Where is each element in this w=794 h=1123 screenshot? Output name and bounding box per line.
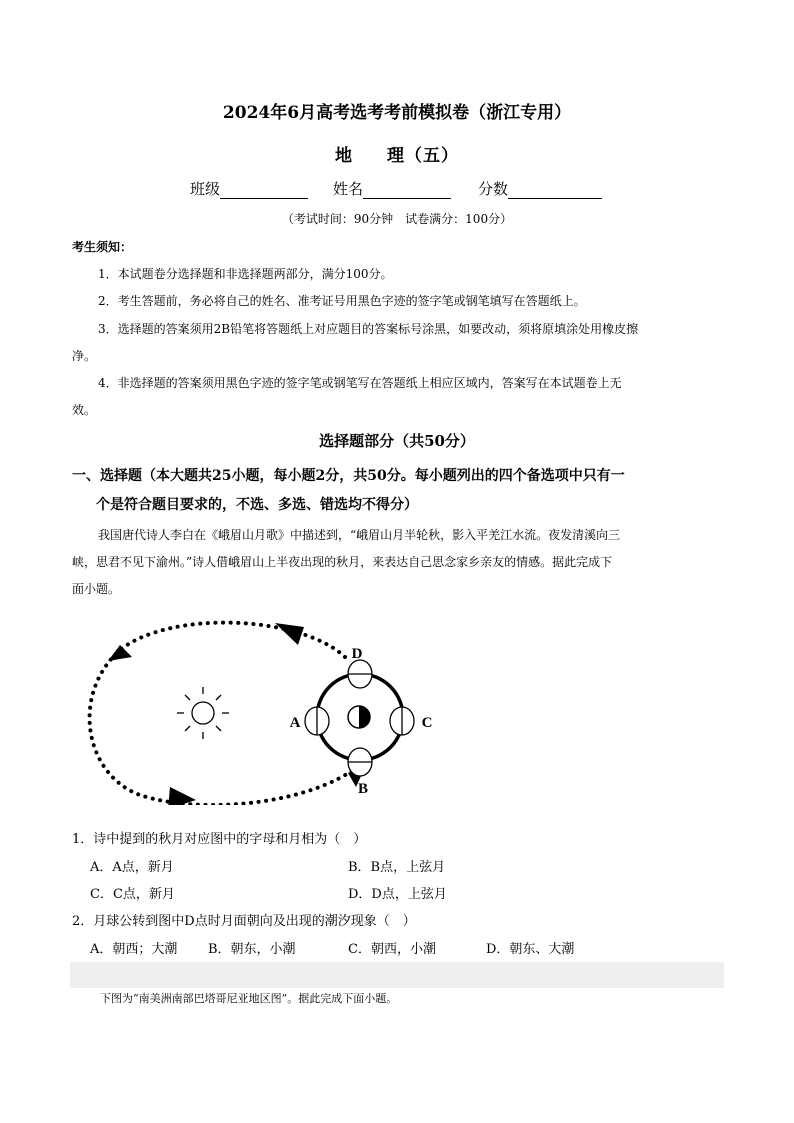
sun-icon	[177, 687, 229, 739]
q2-option-d[interactable]: D．朝东、大潮	[486, 942, 575, 957]
subject-char-1: 地	[335, 146, 353, 166]
moon-orbit-diagram	[60, 605, 460, 805]
notice-item-3: 3．选择题的答案须用2B铅笔将答题纸上对应题目的答案标号涂黑，如要改动，须将原填涂处用橡皮擦	[98, 322, 639, 336]
q2-option-a[interactable]: A．朝西；大潮	[90, 942, 178, 957]
notice-item-1: 1．本试题卷分选择题和非选择题两部分，满分100分。	[98, 267, 393, 281]
score-label: 分数	[478, 180, 509, 198]
part-heading-cont: 个是符合题目要求的，不选、多选、错选均不得分）	[96, 497, 418, 513]
subject-title	[0, 141, 794, 166]
class-label: 班级	[190, 180, 221, 198]
name-label: 姓名	[333, 180, 364, 198]
passage-line-3: 面小题。	[72, 582, 121, 596]
q1-option-b[interactable]: B．B点，上弦月	[348, 860, 446, 875]
arrow-top-right	[275, 623, 304, 645]
label-c: C	[421, 715, 433, 731]
notice-item-4-cont: 效。	[72, 403, 97, 417]
notice-item-3-cont: 净。	[72, 349, 97, 363]
exam-info: （考试时间：90分钟 试卷满分：100分）	[281, 212, 513, 226]
earth-icon	[348, 706, 370, 728]
q1-option-c[interactable]: C．C点，新月	[90, 887, 175, 902]
q1-option-d[interactable]: D．D点，上弦月	[348, 887, 447, 902]
notice-heading: 考生须知：	[72, 240, 133, 254]
subject-char-2: 理（五）	[387, 146, 459, 166]
q1-option-a[interactable]: A．A点，新月	[90, 860, 174, 875]
arrow-bottom-left	[168, 787, 196, 805]
label-b: B	[357, 781, 369, 797]
q1-stem: 1．诗中提到的秋月对应图中的字母和月相为（ ）	[72, 832, 367, 847]
passage-line-1: 我国唐代诗人李白在《峨眉山月歌》中描述到，“峨眉山月半轮秋，影入平羌江水流。夜发清溪向三	[98, 528, 621, 542]
passage-line-2: 峡，思君不见下渝州。”诗人借峨眉山上半夜出现的秋月，来表达自己思念家乡亲友的情感。据此完成下	[72, 555, 613, 569]
moon-c	[390, 707, 414, 735]
next-passage: 下图为“南美洲南部巴塔哥尼亚地区图”。据此完成下面小题。	[100, 992, 398, 1005]
q2-option-c[interactable]: C．朝西，小潮	[348, 942, 436, 957]
moon-a	[305, 707, 329, 735]
moon-d	[348, 660, 372, 688]
score-field[interactable]	[478, 178, 602, 199]
section-title: 选择题部分（共50分）	[319, 432, 475, 450]
page-title: 2024年6月高考选考考前模拟卷（浙江专用）	[222, 103, 572, 123]
notice-item-4: 4．非选择题的答案须用黑色字迹的签字笔或钢笔写在答题纸上相应区域内，答案写在本试题卷上无	[98, 376, 622, 390]
label-a: A	[289, 715, 301, 731]
q2-stem: 2．月球公转到图中D点时月面朝向及出现的潮汐现象（ ）	[72, 914, 416, 929]
class-field[interactable]	[190, 178, 308, 199]
q2-option-b[interactable]: B．朝东，小潮	[208, 942, 296, 957]
part-heading: 一、选择题（本大题共25小题，每小题2分，共50分。每小题列出的四个备选项中只有一	[72, 468, 625, 484]
notice-item-2: 2．考生答题前，务必将自己的姓名、准考证号用黑色字迹的签字笔或钢笔填写在答题纸上。	[98, 294, 586, 308]
arrow-top-left	[108, 645, 132, 661]
label-d: D	[351, 646, 363, 662]
moon-b	[348, 748, 372, 776]
name-field[interactable]	[333, 178, 451, 199]
answer-divider-bar	[70, 962, 724, 988]
